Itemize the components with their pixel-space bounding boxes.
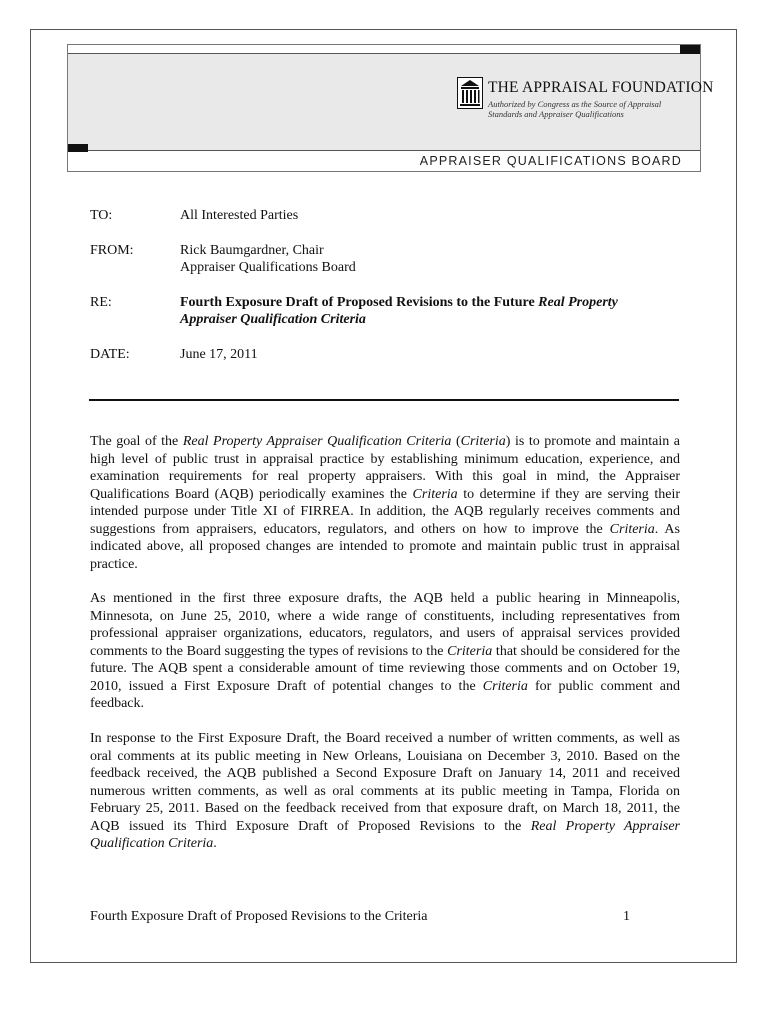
memo-subject-italic: Real Property xyxy=(538,295,618,310)
paragraph-text: . As indicated above, all proposed changes are intended to promote and maintain public trust in appraisal practice. xyxy=(90,521,680,572)
memo-from-name: Rick Baumgardner, Chair xyxy=(180,243,324,258)
page-number: 1 xyxy=(623,909,630,924)
letterhead xyxy=(67,44,714,172)
memo-from-org: Appraiser Qualifications Board xyxy=(180,260,356,275)
memo-to-value: All Interested Parties xyxy=(180,208,299,223)
paragraph-1 xyxy=(90,433,680,573)
memo-subject xyxy=(180,294,680,328)
paragraph-text: to determine if they are serving their intended purpose under Title XI of FIRREA. In addition, the AQB regularly receives comments and suggestions from appraisers, educators, regulators, and others on how to improve the xyxy=(90,486,680,537)
paragraph-italic: Criteria xyxy=(447,643,493,659)
footer-title: Fourth Exposure Draft of Proposed Revisions to the Criteria xyxy=(90,909,428,924)
paragraph-text: In response to the First Exposure Draft, the Board received a number of written comments, as well as oral comments at its public meeting in New Orleans, Louisiana on December 3, 2010. Based on the feedback received, the AQB published a Second Exposure Draft on January 14, 2011 and received numerous written comments, as well as oral comments at its public meeting in Tampa, Florida on February 25, 2011. Based on the feedback received from that exposure draft, on March 18, 2011, the AQB issued its Third Exposure Draft of Proposed Revisions to the xyxy=(90,731,680,834)
memo-from-label: FROM: xyxy=(90,243,134,258)
memo-from-value xyxy=(180,242,680,276)
letterhead-top-rule xyxy=(68,53,681,54)
paragraph-text: ) is to promote and maintain a high level of public trust in appraisal practice by establishing minimum education, experience, and examination requirements for real property appraisers. With this goal in mind, the Appraiser Qualifications Board (AQB) periodically examines the xyxy=(90,434,680,502)
paragraph-italic: Criteria xyxy=(609,521,655,537)
letterhead-corner-block xyxy=(68,144,88,152)
memo-to-label: TO: xyxy=(90,208,113,223)
memo-subject-text: Fourth Exposure Draft of Proposed Revisions to the Future xyxy=(180,295,539,310)
paragraph-italic: Criteria xyxy=(460,434,506,449)
paragraph-italic: Criteria xyxy=(482,678,528,694)
paragraph-italic: Real Property Appraiser Qualification Criteria xyxy=(90,818,680,851)
paragraph-text: . xyxy=(213,836,217,851)
foundation-logo-icon xyxy=(457,77,483,109)
organization-name: THE APPRAISAL FOUNDATION xyxy=(488,79,714,96)
letterhead-bottom-rule xyxy=(88,150,700,151)
organization-tagline: Authorized by Congress as the Source of Appraisal Standards and Appraiser Qualifications xyxy=(488,99,662,119)
paragraph-2 xyxy=(90,590,680,713)
memo-re-label: RE: xyxy=(90,295,112,310)
memo-subject-italic: Appraiser Qualification Criteria xyxy=(180,312,366,327)
header-divider xyxy=(89,399,679,401)
paragraph-text: that should be considered for the future. The AQB spent a considerable amount of time reviewing those comments and on October 19, 2010, issued a First Exposure Draft of potential changes to the xyxy=(90,643,680,694)
letterhead-corner-block xyxy=(680,45,700,54)
paragraph-text: for public comment and feedback. xyxy=(90,678,680,711)
paragraph-italic: Real Property Appraiser Qualification Criteria xyxy=(182,434,452,449)
memo-date-label: DATE: xyxy=(90,347,130,362)
paragraph-3 xyxy=(90,730,680,853)
memo-date-value: June 17, 2011 xyxy=(180,347,258,362)
board-name: APPRAISER QUALIFICATIONS BOARD xyxy=(419,154,682,168)
paragraph-text: ( xyxy=(451,434,461,449)
paragraph-text: As mentioned in the first three exposure drafts, the AQB held a public hearing in Minneapolis, Minnesota, on June 25, 2010, where a wide range of constituents, including representatives from professional appraiser organizations, educators, regulators, and users of appraisal services provided comments to the Board suggesting the types of revisions to the xyxy=(90,591,680,659)
paragraph-italic: Criteria xyxy=(412,486,458,502)
paragraph-text: The goal of the xyxy=(90,434,183,449)
